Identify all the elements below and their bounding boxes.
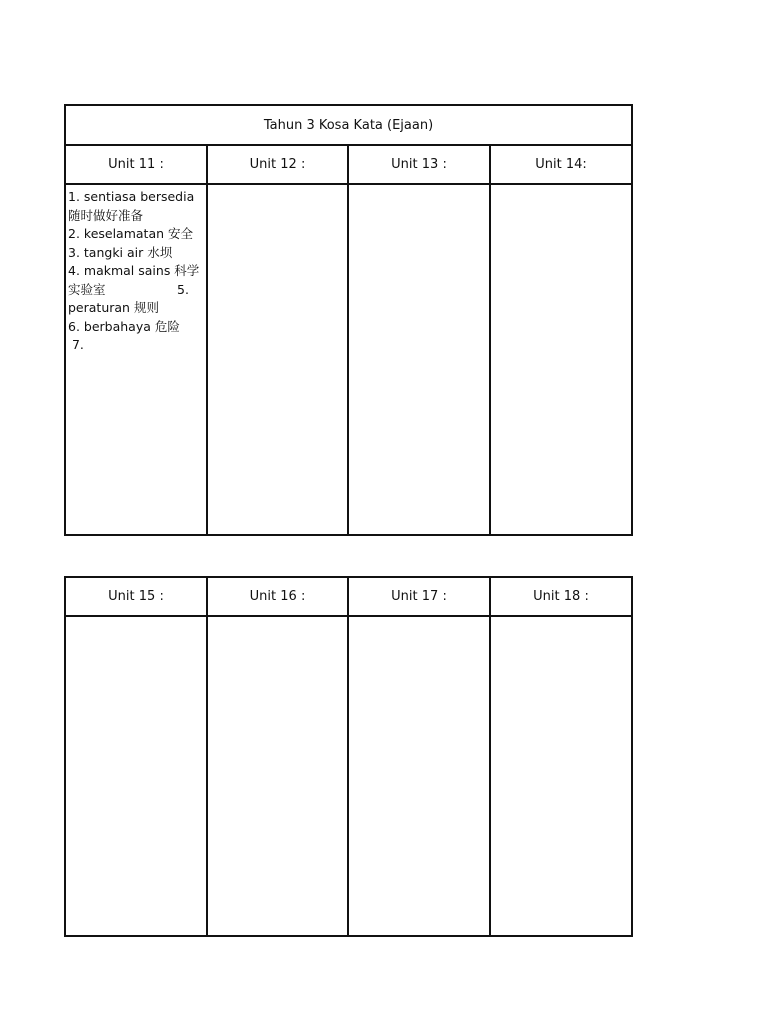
unit-content-row — [65, 184, 632, 535]
unit-13-header: Unit 13 : — [348, 145, 490, 184]
unit-header-row — [65, 145, 632, 184]
unit-11-header: Unit 11 : — [65, 145, 207, 184]
unit-15-content — [65, 616, 207, 936]
unit-16-header: Unit 16 : — [207, 577, 348, 616]
title-row — [65, 105, 632, 145]
list-item: 3. tangki air 水坝 — [68, 244, 173, 260]
unit-11-content — [65, 184, 207, 535]
vocabulary-table-1 — [64, 104, 633, 536]
list-item: 7. — [68, 337, 84, 352]
unit-content-row — [65, 616, 632, 936]
unit-14-content — [490, 184, 632, 535]
unit-18-content — [490, 616, 632, 936]
sheet-title: Tahun 3 Kosa Kata (Ejaan) — [65, 105, 632, 145]
unit-16-content — [207, 616, 348, 936]
unit-12-content — [207, 184, 348, 535]
unit-13-content — [348, 184, 490, 535]
list-item: 1. sentiasa bersedia — [68, 189, 195, 204]
unit-17-header: Unit 17 : — [348, 577, 490, 616]
list-item: 6. berbahaya 危险 — [68, 318, 180, 334]
unit-12-header: Unit 12 : — [207, 145, 348, 184]
unit-14-header: Unit 14: — [490, 145, 632, 184]
vocabulary-table-2 — [64, 576, 633, 937]
unit-18-header: Unit 18 : — [490, 577, 632, 616]
unit-17-content — [348, 616, 490, 936]
unit-header-row — [65, 577, 632, 616]
list-item: 2. keselamatan 安全 — [68, 226, 194, 241]
list-item: peraturan 规则 — [68, 300, 159, 315]
unit-15-header: Unit 15 : — [65, 577, 207, 616]
list-item: 4. makmal sains 科学 — [68, 263, 200, 278]
unit-11-word-list — [66, 185, 206, 355]
list-item: 随时做好准备 — [68, 207, 144, 223]
list-item: 实验室 5. — [68, 281, 189, 297]
